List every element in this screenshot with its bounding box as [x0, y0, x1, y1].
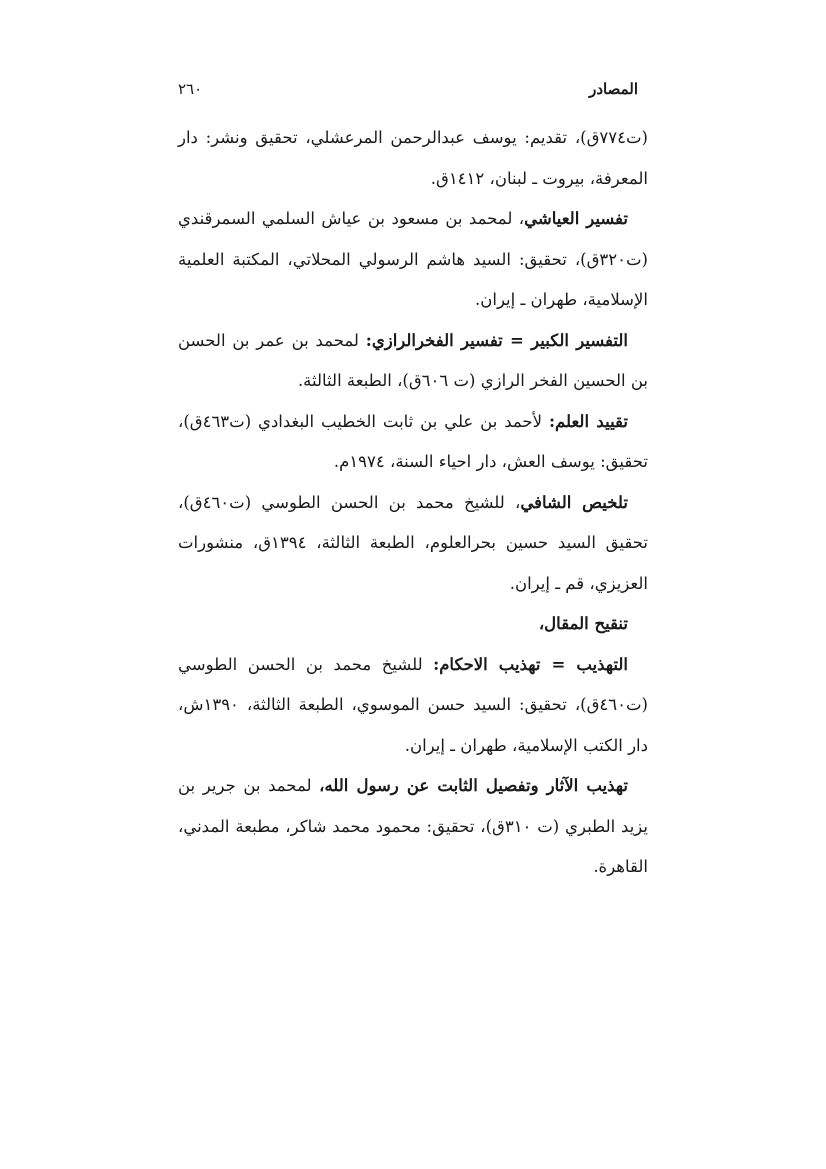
entry-title: تفسير العياشي	[524, 209, 628, 228]
running-header	[178, 80, 638, 106]
bibliography-entry	[178, 766, 648, 888]
bibliography-entry	[178, 483, 648, 605]
bibliography-entry	[178, 199, 648, 321]
bibliography-entry	[178, 118, 648, 199]
entry-separator	[312, 776, 320, 795]
entry-title: التهذيب = تهذيب الاحكام:	[433, 654, 628, 674]
bibliography-entry	[178, 604, 648, 645]
bibliography-entry	[178, 321, 648, 402]
entry-text: لأحمد بن علي بن ثابت الخطيب البغدادي (ت٤٦٣ق)، تحقيق: يوسف العش، دار احياء السنة، ١٩٧٤م.	[178, 411, 648, 471]
entry-title: تنقيح المقال،	[538, 614, 628, 633]
bibliography-entry	[178, 645, 648, 767]
entry-title: تلخيص الشافي	[520, 492, 628, 512]
entry-title: التفسير الكبير = تفسير الفخرالرازي:	[365, 330, 628, 350]
entry-title: تهذيب الآثار وتفصيل الثابت عن رسول الله،	[319, 776, 628, 795]
entry-text: لمحمد بن عمر بن الحسن بن الحسين الفخر الرازي (ت ٦٠٦ق)، الطبعة الثالثة.	[178, 330, 648, 390]
running-title: المصادر	[589, 80, 638, 98]
entry-text: للشيخ محمد بن الحسن الطوسي (ت٤٦٠ق)، تحقيق السيد حسين بحرالعلوم، الطبعة الثالثة، ١٣٩٤ق، منشورات العزيزي، قم ـ إيران.	[178, 492, 648, 593]
bibliography-entry	[178, 402, 648, 483]
entry-separator	[359, 331, 366, 350]
entry-separator	[423, 655, 434, 674]
bibliography-list	[178, 118, 648, 888]
entry-text: لمحمد بن جرير بن يزيد الطبري (ت ٣١٠ق)، تحقيق: محمود محمد شاكر، مطبعة المدني، القاهرة.	[178, 776, 648, 876]
entry-text: للشيخ محمد بن الحسن الطوسي (ت٤٦٠ق)، تحقيق: السيد حسن الموسوي، الطبعة الثالثة، ١٣٩٠ش، دار الكتب الإسلامية، طهران ـ إيران.	[178, 654, 648, 755]
entry-text: لمحمد بن مسعود بن عياش السلمي السمرقندي (ت٣٢٠ق)، تحقيق: السيد هاشم الرسولي المحلاتي، المكتبة العلمية الإسلامية، طهران ـ إيران.	[178, 209, 648, 309]
page-number: ٢٦٠	[178, 80, 203, 98]
entry-separator: ،	[504, 492, 521, 512]
entry-title: تقييد العلم:	[548, 411, 628, 431]
entry-separator: ،	[512, 209, 525, 228]
entry-separator	[542, 412, 549, 431]
entry-text: (ت٧٧٤ق)، تقديم: يوسف عبدالرحمن المرعشلي، تحقيق ونشر: دار المعرفة، بيروت ـ لبنان، ١٤١٢ق.	[178, 128, 648, 188]
